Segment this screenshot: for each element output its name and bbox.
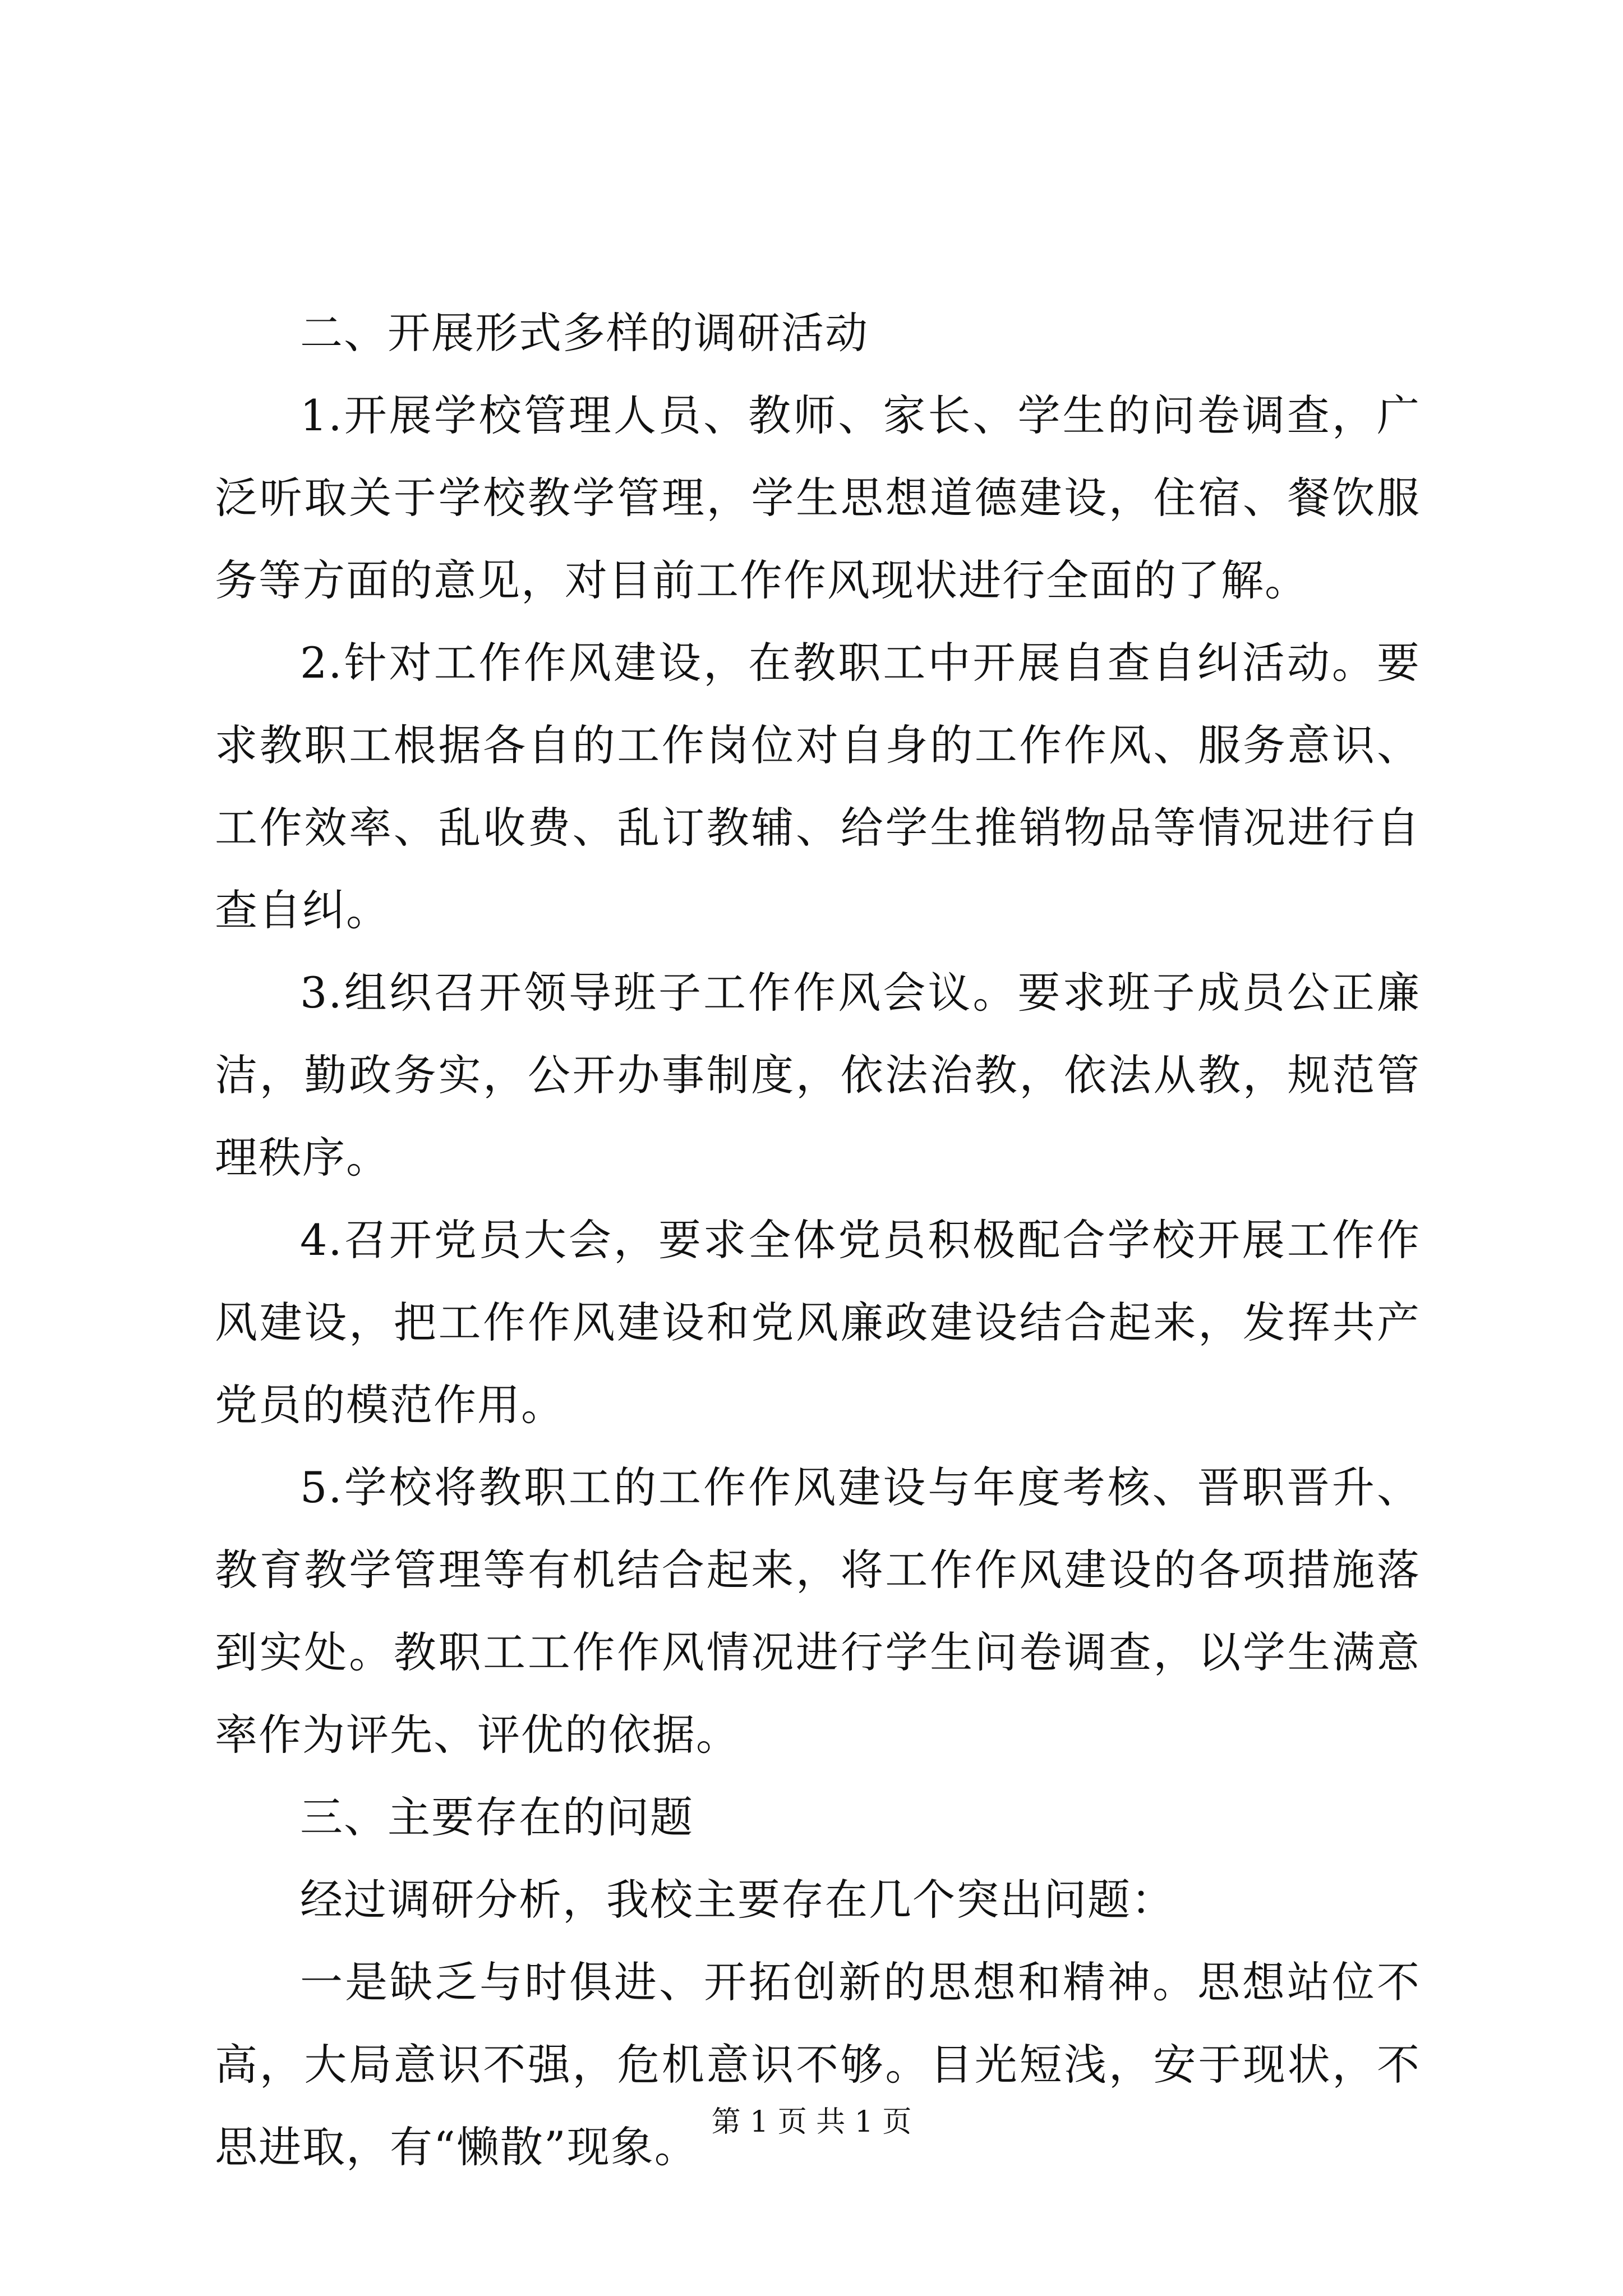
paragraph-item-4: 4.召开党员大会，要求全体党员积极配合学校开展工作作风建设，把工作作风建设和党风廉政建设结合起来，发挥共产党员的模范作用。 (215, 1215, 1421, 1430)
paragraph-item-3: 3.组织召开领导班子工作作风会议。要求班子成员公正廉洁，勤政务实，公开办事制度，依法治教，依法从教，规范管理秩序。 (215, 968, 1421, 1182)
paragraph-problem-1: 一是缺乏与时俱进、开拓创新的思想和精神。思想站位不高，大局意识不强，危机意识不够。目光短浅，安于现状，不思进取，有“懒散”现象。 (215, 1957, 1421, 2172)
section-heading-3: 三、主要存在的问题 (300, 1792, 694, 1842)
paragraph-item-2: 2.针对工作作风建设，在教职工中开展自查自纠活动。要求教职工根据各自的工作岗位对自身的工作作风、服务意识、工作效率、乱收费、乱订教辅、给学生推销物品等情况进行自查自纠。 (215, 638, 1421, 935)
section-heading-2: 二、开展形式多样的调研活动 (300, 308, 869, 358)
paragraph-item-5: 5.学校将教职工的工作作风建设与年度考核、晋职晋升、教育教学管理等有机结合起来，将工作作风建设的各项措施落到实处。教职工工作作风情况进行学生问卷调查，以学生满意率作为评先、评优的依据。 (215, 1462, 1421, 1760)
page-footer: 第 1 页 共 1 页 (711, 2105, 912, 2139)
paragraph-item-1: 1.开展学校管理人员、教师、家长、学生的问卷调查，广泛听取关于学校教学管理，学生思想道德建设，住宿、餐饮服务等方面的意见，对目前工作作风现状进行全面的了解。 (215, 390, 1421, 605)
paragraph-intro: 经过调研分析，我校主要存在几个突出问题： (300, 1875, 1175, 1925)
document-body (215, 292, 1421, 2188)
